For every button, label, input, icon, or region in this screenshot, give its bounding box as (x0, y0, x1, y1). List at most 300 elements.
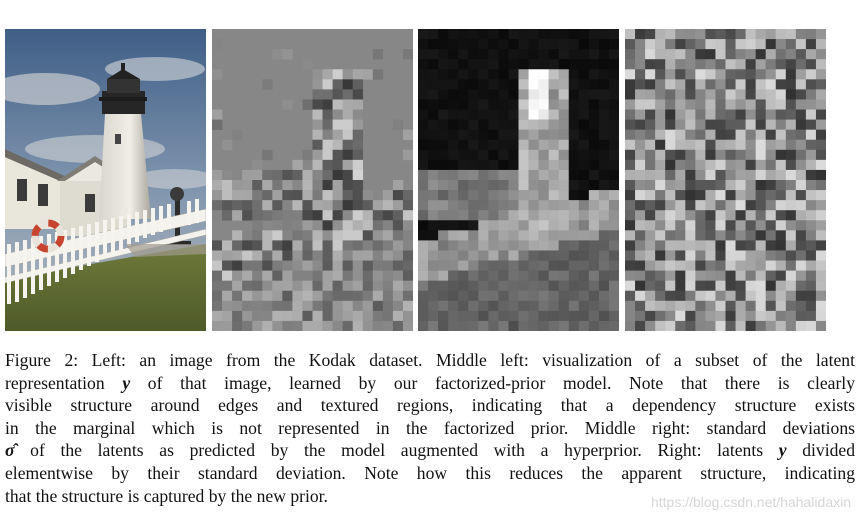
latent-cell (262, 180, 272, 190)
latent-cell (458, 120, 468, 130)
latent-cell (313, 79, 323, 89)
latent-cell (272, 180, 282, 190)
latent-cell (685, 271, 695, 281)
latent-cell (428, 59, 438, 69)
latent-cell (665, 110, 675, 120)
latent-cell (252, 220, 262, 230)
latent-cell (665, 261, 675, 271)
latent-cell (323, 271, 333, 281)
latent-cell (242, 301, 252, 311)
latent-cell (272, 311, 282, 321)
latent-cell (665, 140, 675, 150)
latent-cell (539, 240, 549, 250)
latent-cell (488, 271, 498, 281)
latent-cell (262, 271, 272, 281)
latent-cell (539, 130, 549, 140)
latent-cell (373, 230, 383, 240)
latent-cell (816, 110, 826, 120)
latent-cell (665, 210, 675, 220)
latent-cell (458, 79, 468, 89)
latent-cell (635, 69, 645, 79)
latent-cell (579, 150, 589, 160)
latent-cell (323, 230, 333, 240)
latent-cell (579, 190, 589, 200)
latent-cell (549, 39, 559, 49)
latent-cell (549, 240, 559, 250)
latent-cell (589, 250, 599, 260)
latent-cell (458, 170, 468, 180)
latent-cell (736, 240, 746, 250)
latent-cell (418, 250, 428, 260)
latent-cell (242, 321, 252, 331)
latent-cell (645, 200, 655, 210)
latent-cell (766, 291, 776, 301)
latent-cell (343, 180, 353, 190)
latent-cell (766, 120, 776, 130)
latent-cell (625, 79, 635, 89)
latent-cell (468, 120, 478, 130)
latent-cell (292, 200, 302, 210)
latent-cell (569, 261, 579, 271)
latent-cell (418, 39, 428, 49)
latent-cell (323, 79, 333, 89)
latent-cell (579, 200, 589, 210)
latent-cell (488, 190, 498, 200)
latent-cell (776, 210, 786, 220)
latent-cell (488, 281, 498, 291)
latent-cell (599, 99, 609, 109)
latent-cell (478, 230, 488, 240)
latent-cell (539, 301, 549, 311)
latent-cell (645, 230, 655, 240)
latent-cell (508, 160, 518, 170)
latent-cell (685, 220, 695, 230)
latent-cell (599, 160, 609, 170)
latent-cell (589, 311, 599, 321)
latent-cell (736, 200, 746, 210)
latent-cell (806, 321, 816, 331)
latent-cell (705, 240, 715, 250)
latent-cell (559, 311, 569, 321)
latent-cell (272, 230, 282, 240)
latent-cell (242, 271, 252, 281)
latent-cell (675, 220, 685, 230)
latent-cell (549, 200, 559, 210)
latent-cell (776, 200, 786, 210)
latent-cell (403, 271, 413, 281)
latent-cell (448, 220, 458, 230)
latent-cell (816, 120, 826, 130)
latent-cell (806, 130, 816, 140)
latent-cell (468, 220, 478, 230)
latent-cell (438, 140, 448, 150)
latent-cell (569, 311, 579, 321)
latent-cell (645, 301, 655, 311)
latent-cell (609, 120, 619, 130)
latent-cell (655, 49, 665, 59)
latent-cell (488, 321, 498, 331)
latent-cell (665, 39, 675, 49)
latent-cell (529, 210, 539, 220)
latent-cell (655, 110, 665, 120)
latent-cell (313, 140, 323, 150)
latent-cell (685, 79, 695, 89)
latent-cell (599, 291, 609, 301)
latent-cell (806, 69, 816, 79)
latent-cell (726, 291, 736, 301)
latent-cell (685, 261, 695, 271)
latent-cell (292, 180, 302, 190)
latent-cell (458, 110, 468, 120)
latent-cell (458, 180, 468, 190)
latent-cell (609, 190, 619, 200)
latent-cell (695, 250, 705, 260)
latent-cell (756, 311, 766, 321)
latent-cell (766, 130, 776, 140)
latent-cell (635, 190, 645, 200)
latent-cell (756, 99, 766, 109)
latent-cell (222, 291, 232, 301)
latent-cell (766, 160, 776, 170)
latent-cell (806, 230, 816, 240)
latent-cell (428, 39, 438, 49)
latent-cell (625, 240, 635, 250)
latent-cell (529, 69, 539, 79)
latent-cell (695, 271, 705, 281)
latent-cell (756, 210, 766, 220)
latent-cell (609, 301, 619, 311)
latent-cell (816, 69, 826, 79)
latent-cell (508, 220, 518, 230)
latent-cell (448, 281, 458, 291)
latent-cell (766, 89, 776, 99)
latent-cell (212, 190, 222, 200)
latent-cell (776, 160, 786, 170)
latent-cell (373, 321, 383, 331)
latent-cell (313, 160, 323, 170)
latent-cell (695, 89, 705, 99)
latent-cell (373, 250, 383, 260)
sigma-hat-symbol: σ̂ (5, 440, 15, 461)
latent-cell (549, 99, 559, 109)
latent-cell (746, 200, 756, 210)
latent-cell (599, 311, 609, 321)
latent-cell (715, 49, 725, 59)
latent-cell (333, 140, 343, 150)
latent-cell (373, 240, 383, 250)
latent-cell (292, 311, 302, 321)
latent-cell (766, 39, 776, 49)
latent-cell (212, 291, 222, 301)
latent-cell (438, 120, 448, 130)
latent-cell (559, 150, 569, 160)
latent-cell (393, 200, 403, 210)
latent-cell (685, 59, 695, 69)
latent-cell (292, 261, 302, 271)
latent-cell (438, 130, 448, 140)
latent-cell (816, 281, 826, 291)
latent-cell (579, 301, 589, 311)
latent-cell (302, 99, 312, 109)
latent-cell (262, 210, 272, 220)
latent-cell (589, 210, 599, 220)
latent-cell (313, 69, 323, 79)
latent-cell (333, 311, 343, 321)
latent-cell (549, 79, 559, 89)
latent-cell (705, 321, 715, 331)
latent-cell (519, 311, 529, 321)
latent-cell (438, 291, 448, 301)
latent-cell (418, 160, 428, 170)
latent-cell (343, 190, 353, 200)
latent-cell (343, 291, 353, 301)
latent-cell (705, 49, 715, 59)
latent-cell (776, 301, 786, 311)
latent-cell (786, 311, 796, 321)
latent-cell (333, 301, 343, 311)
latent-cell (599, 190, 609, 200)
latent-cell (353, 120, 363, 130)
latent-cell (746, 180, 756, 190)
latent-cell (645, 240, 655, 250)
latent-cell (756, 160, 766, 170)
latent-cell (353, 230, 363, 240)
latent-cell (428, 150, 438, 160)
latent-cell (675, 240, 685, 250)
latent-cell (665, 250, 675, 260)
latent-cell (323, 130, 333, 140)
latent-cell (539, 180, 549, 190)
latent-cell (816, 39, 826, 49)
latent-cell (232, 230, 242, 240)
latent-cell (766, 321, 776, 331)
latent-cell (498, 261, 508, 271)
latent-cell (529, 59, 539, 69)
latent-cell (418, 89, 428, 99)
latent-cell (589, 180, 599, 190)
latent-cell (766, 59, 776, 69)
latent-cell (579, 130, 589, 140)
latent-cell (438, 321, 448, 331)
latent-cell (508, 250, 518, 260)
latent-cell (418, 200, 428, 210)
latent-symbol: y (122, 372, 131, 393)
latent-cell (403, 230, 413, 240)
latent-cell (705, 89, 715, 99)
latent-cell (685, 130, 695, 140)
latent-cell (282, 281, 292, 291)
latent-cell (635, 220, 645, 230)
latent-cell (549, 49, 559, 59)
latent-cell (508, 311, 518, 321)
latent-cell (458, 291, 468, 301)
latent-cell (498, 150, 508, 160)
latent-cell (488, 250, 498, 260)
latent-cell (655, 89, 665, 99)
latent-cell (363, 240, 373, 250)
latent-cell (252, 230, 262, 240)
latent-cell (448, 59, 458, 69)
latent-cell (635, 170, 645, 180)
latent-cell (609, 170, 619, 180)
latent-cell (736, 180, 746, 190)
latent-cell (458, 39, 468, 49)
latent-cell (655, 130, 665, 140)
latent-cell (549, 220, 559, 230)
latent-cell (625, 301, 635, 311)
latent-cell (418, 271, 428, 281)
latent-cell (313, 250, 323, 260)
latent-cell (655, 210, 665, 220)
latent-cell (806, 291, 816, 301)
latent-cell (655, 120, 665, 130)
latent-cell (599, 301, 609, 311)
latent-cell (363, 230, 373, 240)
latent-cell (488, 29, 498, 39)
latent-cell (655, 261, 665, 271)
latent-cell (252, 190, 262, 200)
latent-cell (383, 321, 393, 331)
latent-cell (766, 190, 776, 200)
latent-cell (695, 301, 705, 311)
latent-cell (635, 49, 645, 59)
latent-cell (468, 250, 478, 260)
latent-cell (715, 311, 725, 321)
latent-cell (776, 230, 786, 240)
latent-cell (579, 110, 589, 120)
latent-cell (272, 281, 282, 291)
latent-cell (559, 281, 569, 291)
latent-cell (589, 240, 599, 250)
latent-cell (786, 170, 796, 180)
latent-cell (393, 230, 403, 240)
latent-cell (292, 230, 302, 240)
latent-cell (468, 39, 478, 49)
latent-cell (393, 311, 403, 321)
latent-cell (549, 301, 559, 311)
latent-cell (222, 240, 232, 250)
latent-cell (343, 210, 353, 220)
latent-cell (695, 240, 705, 250)
latent-cell (272, 261, 282, 271)
latent-cell (746, 291, 756, 301)
latent-cell (766, 140, 776, 150)
latent-cell (428, 140, 438, 150)
latent-cell (746, 29, 756, 39)
latent-cell (589, 69, 599, 79)
latent-cell (705, 271, 715, 281)
latent-cell (645, 271, 655, 281)
latent-cell (756, 321, 766, 331)
caption-line-6: elementwise by their standard deviation. Note how this reduces the apparent structure, indicating (5, 462, 855, 483)
latent-cell (816, 89, 826, 99)
latent-cell (609, 230, 619, 240)
latent-cell (343, 110, 353, 120)
latent-cell (609, 79, 619, 89)
latent-cell (569, 321, 579, 331)
latent-cell (599, 200, 609, 210)
latent-cell (665, 271, 675, 281)
latent-cell (609, 130, 619, 140)
latent-cell (726, 261, 736, 271)
latent-cell (609, 160, 619, 170)
latent-cell (655, 39, 665, 49)
latent-cell (675, 170, 685, 180)
latent-cell (796, 89, 806, 99)
latent-cell (428, 301, 438, 311)
latent-cell (478, 271, 488, 281)
latent-cell (549, 160, 559, 170)
latent-cell (448, 271, 458, 281)
latent-cell (705, 180, 715, 190)
latent-cell (468, 190, 478, 200)
latent-cell (786, 150, 796, 160)
latent-cell (736, 271, 746, 281)
latent-cell (786, 59, 796, 69)
latent-cell (323, 311, 333, 321)
latent-cell (796, 120, 806, 130)
latent-cell (343, 130, 353, 140)
latent-cell (559, 301, 569, 311)
latent-cell (302, 281, 312, 291)
latent-cell (498, 230, 508, 240)
latent-cell (726, 89, 736, 99)
latent-cell (508, 261, 518, 271)
latent-cell (736, 140, 746, 150)
latent-cell (786, 89, 796, 99)
latent-cell (529, 79, 539, 89)
latent-cell (756, 240, 766, 250)
latent-cell (529, 220, 539, 230)
latent-cell (508, 29, 518, 39)
latent-cell (292, 220, 302, 230)
latent-cell (458, 99, 468, 109)
latent-cell (559, 170, 569, 180)
latent-cell (635, 39, 645, 49)
latent-cell (428, 240, 438, 250)
latent-cell (746, 230, 756, 240)
latent-cell (478, 220, 488, 230)
latent-cell (609, 220, 619, 230)
latent-cell (776, 130, 786, 140)
latent-cell (645, 140, 655, 150)
latent-cell (776, 39, 786, 49)
latent-cell (705, 200, 715, 210)
latent-cell (488, 160, 498, 170)
latent-cell (373, 281, 383, 291)
latent-cell (438, 99, 448, 109)
latent-cell (599, 240, 609, 250)
latent-cell (645, 29, 655, 39)
latent-cell (448, 49, 458, 59)
latent-cell (625, 180, 635, 190)
latent-cell (726, 250, 736, 260)
latent-cell (252, 301, 262, 311)
latent-cell (323, 281, 333, 291)
latent-cell (498, 69, 508, 79)
latent-cell (302, 230, 312, 240)
latent-cell (343, 99, 353, 109)
latent-cell (549, 250, 559, 260)
latent-cell (796, 281, 806, 291)
latent-cell (736, 49, 746, 59)
latent-cell (645, 120, 655, 130)
latent-cell (292, 301, 302, 311)
latent-cell (438, 29, 448, 39)
latent-cell (458, 261, 468, 271)
latent-cell (403, 240, 413, 250)
latent-cell (282, 321, 292, 331)
